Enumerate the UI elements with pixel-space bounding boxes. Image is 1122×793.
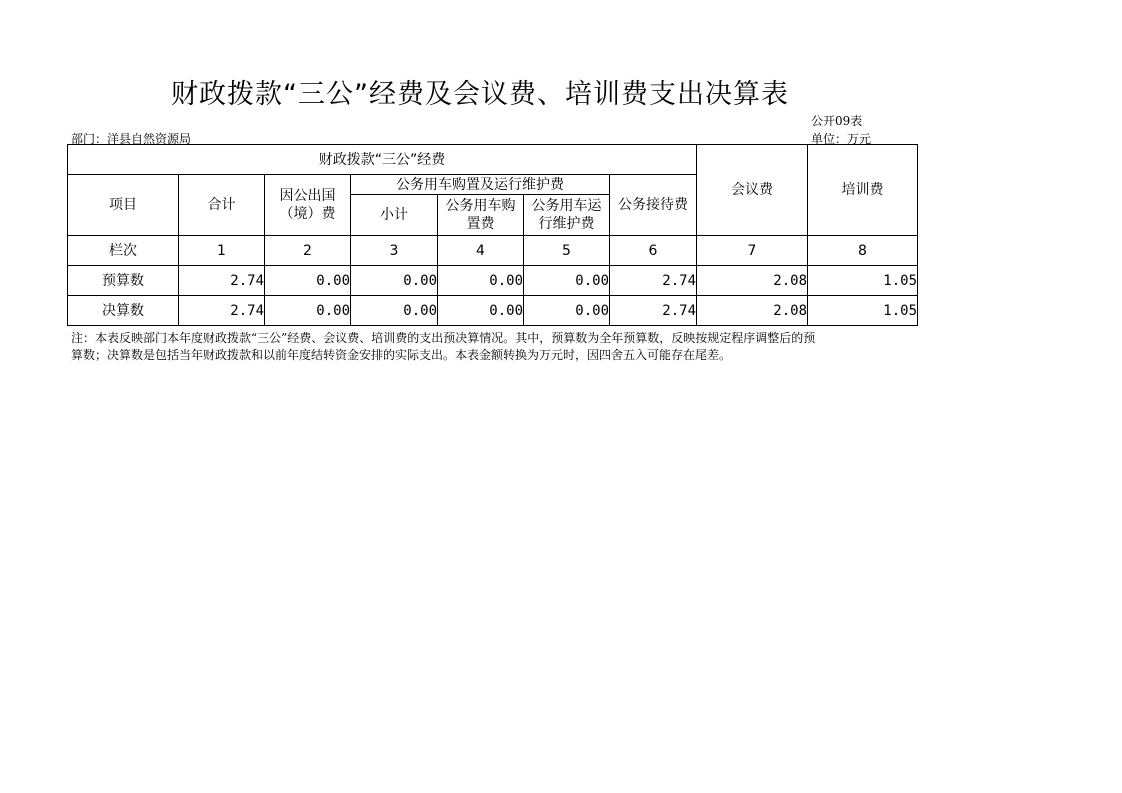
- vehicle-running-line1: 公务用车运: [531, 198, 602, 214]
- value-cell: 0.00: [351, 296, 438, 326]
- vehicle-purchase-header: [438, 195, 524, 236]
- footnote: [71, 330, 921, 364]
- form-number: 公开09表: [811, 114, 863, 128]
- vehicle-purchase-line1: 公务用车购: [445, 198, 516, 214]
- table-row: [68, 266, 918, 296]
- abroad-header-line1: 因公出国: [279, 188, 336, 204]
- item-header: 项目: [68, 175, 179, 236]
- value-cell: 0.00: [265, 266, 351, 296]
- vehicle-running-line2: 行维护费: [538, 216, 595, 232]
- row-label: 决算数: [68, 296, 179, 326]
- value-cell: 2.08: [697, 266, 808, 296]
- value-cell: 0.00: [438, 296, 524, 326]
- reception-header: 公务接待费: [610, 175, 697, 236]
- page-title: 财政拨款“三公”经费及会议费、培训费支出决算表: [171, 79, 789, 110]
- expense-table: [67, 144, 918, 326]
- meeting-header: 会议费: [697, 145, 808, 236]
- subtotal-header: 小计: [351, 195, 438, 236]
- vehicle-group-header: 公务用车购置及运行维护费: [351, 175, 610, 195]
- value-cell: 0.00: [524, 266, 610, 296]
- column-index-cell: 4: [438, 236, 524, 266]
- vehicle-purchase-line2: 置费: [466, 216, 495, 232]
- column-index-cell: 7: [697, 236, 808, 266]
- value-cell: 1.05: [808, 266, 918, 296]
- column-index-cell: 5: [524, 236, 610, 266]
- training-header: 培训费: [808, 145, 918, 236]
- column-index-cell: 6: [610, 236, 697, 266]
- sangong-group-header: 财政拨款“三公”经费: [68, 145, 697, 175]
- column-index-cell: 3: [351, 236, 438, 266]
- table-row: [68, 296, 918, 326]
- abroad-header: [265, 175, 351, 236]
- value-cell: 2.74: [179, 266, 265, 296]
- abroad-header-line2: （境）费: [279, 206, 336, 222]
- column-index-cell: 8: [808, 236, 918, 266]
- value-cell: 2.74: [610, 296, 697, 326]
- column-index-row: [68, 236, 918, 266]
- value-cell: 0.00: [265, 296, 351, 326]
- column-index-cell: 1: [179, 236, 265, 266]
- value-cell: 2.08: [697, 296, 808, 326]
- unit-label: 单位：万元: [811, 132, 872, 146]
- value-cell: 1.05: [808, 296, 918, 326]
- footnote-line1: 注：本表反映部门本年度财政拨款“三公”经费、会议费、培训费的支出预决算情况。其中，预算数为全年预算数，反映按规定程序调整后的预: [71, 331, 816, 345]
- department-label: 部门：洋县自然资源局: [71, 132, 192, 146]
- value-cell: 0.00: [524, 296, 610, 326]
- footnote-line2: 算数；决算数是包括当年财政拨款和以前年度结转资金安排的实际支出。本表金额转换为万元时，因四舍五入可能存在尾差。: [71, 348, 732, 362]
- column-index-label: 栏次: [68, 236, 179, 266]
- vehicle-running-header: [524, 195, 610, 236]
- value-cell: 0.00: [351, 266, 438, 296]
- value-cell: 2.74: [179, 296, 265, 326]
- value-cell: 2.74: [610, 266, 697, 296]
- total-header: 合计: [179, 175, 265, 236]
- row-label: 预算数: [68, 266, 179, 296]
- value-cell: 0.00: [438, 266, 524, 296]
- column-index-cell: 2: [265, 236, 351, 266]
